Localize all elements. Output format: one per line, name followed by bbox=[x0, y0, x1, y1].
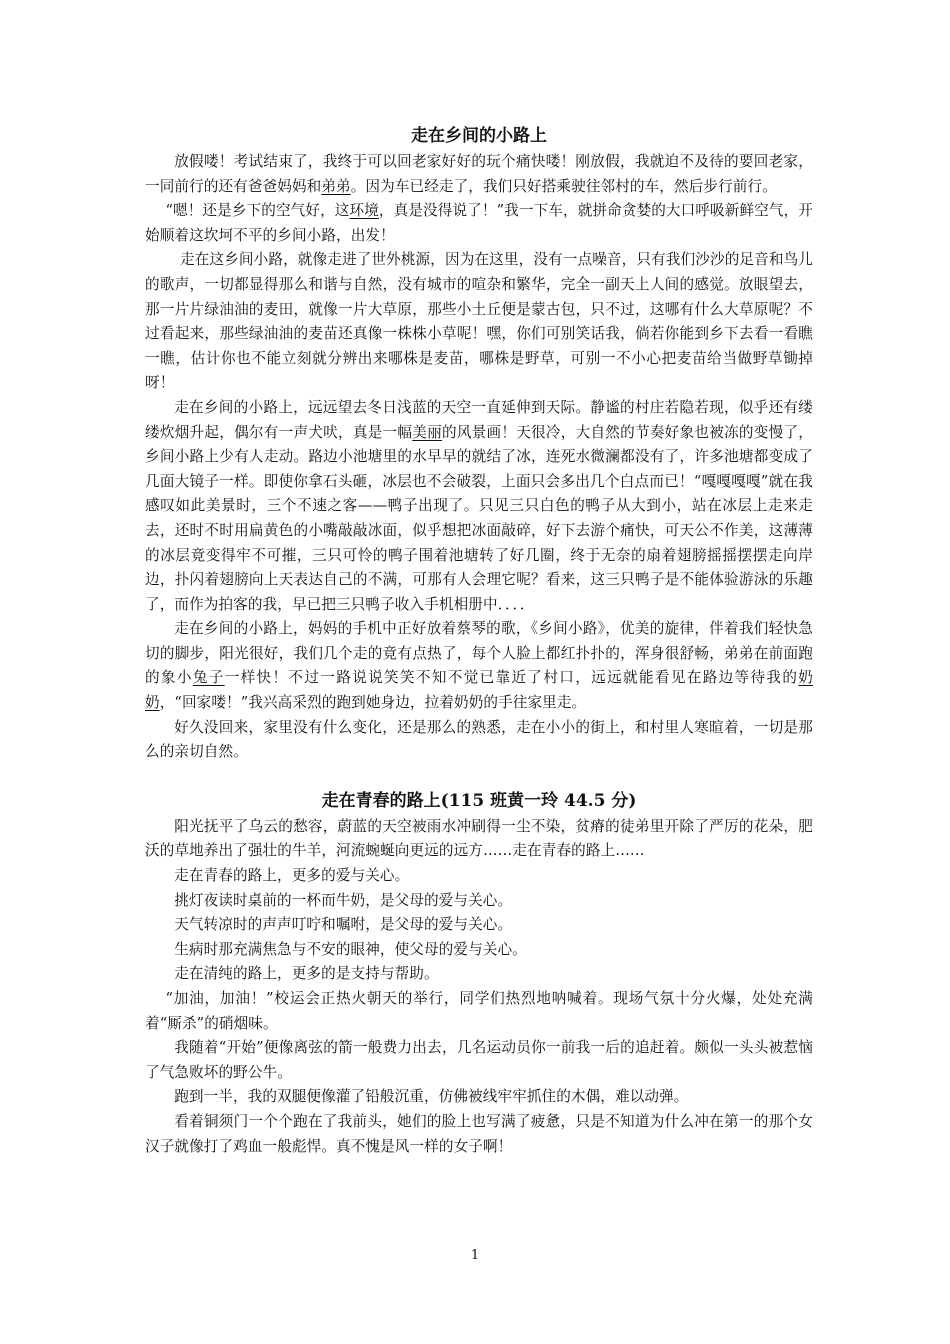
paragraph bbox=[145, 150, 813, 199]
underlined-word: 美丽 bbox=[412, 423, 442, 441]
paragraph: 走在青春的路上，更多的爱与关心。 bbox=[174, 867, 410, 885]
underlined-word: 奶奶 bbox=[145, 669, 813, 712]
paragraph: 走在这乡间小路，就像走进了世外桃源，因为在这里，没有一点噪音，只有我们沙沙的足音和鸟儿的歌声，一切都显得那么和谐与自然，没有城市的喧杂和繁华，完全一副天上人间的感觉。放眼望去，那一片片绿油油的麦田，就像一片大草原，那些小土丘便是蒙古包，只不过，这哪有什么大草原呢？不过看起来，那些绿油油的麦苗还真像一株株小草呢！嘿，你们可别笑话我，倘若你能到乡下去看一看瞧一瞧，估计你也不能立刻就分辨出来哪株是麦苗，哪株是野草，可别一不小心把麦苗给当做野草锄掉呀！ bbox=[145, 251, 813, 392]
underlined-word: 兔子 bbox=[192, 669, 225, 687]
paragraph: 我随着“开始”便像离弦的箭一般费力出去，几名运动员你一前我一后的追赶着。颇似一头头被惹恼了气急败坏的野公牛。 bbox=[145, 1039, 813, 1081]
text-run: 走在乡间的小路上，远远望去冬日浅蓝的天空一直延伸到天际。静谧的村庄若隐若现，似乎还有缕缕炊烟升起，偶尔有一声犬吠，真是一幅 bbox=[145, 398, 813, 441]
paragraph: 好久没回来，家里没有什么变化，还是那么的熟悉，走在小小的街上，和村里人寒暄着，一切是那么的亲切自然。 bbox=[145, 718, 813, 761]
paragraph bbox=[145, 199, 813, 248]
underlined-word: 弟弟 bbox=[321, 177, 351, 195]
paragraph: 走在清纯的路上，更多的是支持与帮助。 bbox=[174, 965, 439, 983]
paragraph: 跑到一半，我的双腿便像灌了铅般沉重，仿佛被线牢牢抓住的木偶，难以动弹。 bbox=[174, 1088, 689, 1106]
underlined-word: 环境 bbox=[349, 202, 379, 220]
text-run: 走在乡间的小路上，妈妈的手机中正好放着蔡琴的歌，《乡间小路》，优美的旋律，伴着我们轻快急切的脚步，阳光很好，我们几个走的竟有点热了，每个人脸上都红扑扑的，浑身很舒畅，弟弟在前面跑的象小 bbox=[145, 620, 813, 687]
text-run: 放假喽！考试结束了，我终于可以回老家好好的玩个痛快喽！刚放假，我就迫不及待的要回老家，一同前行的还有爸爸妈妈和 bbox=[145, 153, 813, 195]
text-run: 。因为车已经走了，我们只好搭乘驶往邻村的车，然后步行前行。 bbox=[350, 177, 777, 195]
essay-title-1: 走在乡间的小路上 bbox=[411, 126, 547, 146]
paragraph bbox=[145, 396, 813, 617]
essay-title-2: 走在青春的路上(115 班黄一玲 44.5 分) bbox=[321, 790, 637, 811]
paragraph: 挑灯夜读时桌前的一杯而牛奶，是父母的爱与关心。 bbox=[174, 891, 513, 909]
text-run: “嗯！还是乡下的空气好，这 bbox=[165, 202, 350, 220]
paragraph: “加油，加油！”校运会正热火朝天的举行，同学们热烈地呐喊着。现场气氛十分火爆，处处充满着“厮杀”的硝烟味。 bbox=[145, 990, 813, 1032]
page-number: 1 bbox=[470, 1248, 480, 1263]
document-body bbox=[145, 124, 813, 1159]
paragraph: 看着铜须门一个个跑在了我前头，她们的脸上也写满了疲惫，只是不知道为什么冲在第一的那个女汉子就像打了鸡血一般彪悍。真不愧是风一样的女子啊！ bbox=[145, 1112, 813, 1155]
paragraph: 生病时那充满焦急与不安的眼神，使父母的爱与关心。 bbox=[174, 940, 527, 958]
text-run: 的风景画！天很冷，大自然的节奏好象也被冻的变慢了，乡间小路上少有人走动。路边小池塘里的水早早的就结了冰，连死水微澜都没有了，许多池塘都变成了几面大镜子一样。即使你拿石头砸，冰层也不会破裂，上面只会多出几个白点而已！“嘎嘎嘎嘎”就在我感叹如此美景时，三个不速之客——鸭子出现了。只见三只白色的鸭子从大到小，站在冰层上走来走去，还时不时用扁黄色的小嘴敲敲冰面，似乎想把冰面敲碎，好下去游个痛快，可天公不作美，这薄薄的冰层竟变得牢不可摧，三只可怜的鸭子围着池塘转了好几圈，终于无奈的扇着翅膀摇摇摆摆走向岸边，扑闪着翅膀向上天表达自己的不满，可那有人会理它呢？看来，这三只鸭子是不能体验游泳的乐趣了，而作为拍客的我，早已把三只鸭子收入手机相册中．．．． bbox=[145, 423, 813, 613]
paragraph: 天气转凉时的声声叮咛和嘱咐，是父母的爱与关心。 bbox=[174, 916, 513, 934]
paragraph bbox=[145, 617, 813, 715]
text-run: ，真是没得说了！”我一下车，就拼命贪婪的大口呼吸新鲜空气，开始顺着这坎坷不平的乡间小路，出发！ bbox=[145, 202, 813, 244]
text-run: ，“回家喽！”我兴高采烈的跑到她身边，拉着奶奶的手往家里走。 bbox=[159, 694, 587, 712]
text-run: 一样快！不过一路说说笑笑不知不觉已靠近了村口，远远就能看见在路边等待我的 bbox=[224, 669, 799, 687]
paragraph: 阳光抚平了乌云的愁容，蔚蓝的天空被雨水冲刷得一尘不染，贫瘠的徒弟里开除了严厉的花朵，肥沃的草地养出了强壮的牛羊，河流蜿蜒向更远的远方……走在青春的路上…… bbox=[145, 817, 813, 860]
